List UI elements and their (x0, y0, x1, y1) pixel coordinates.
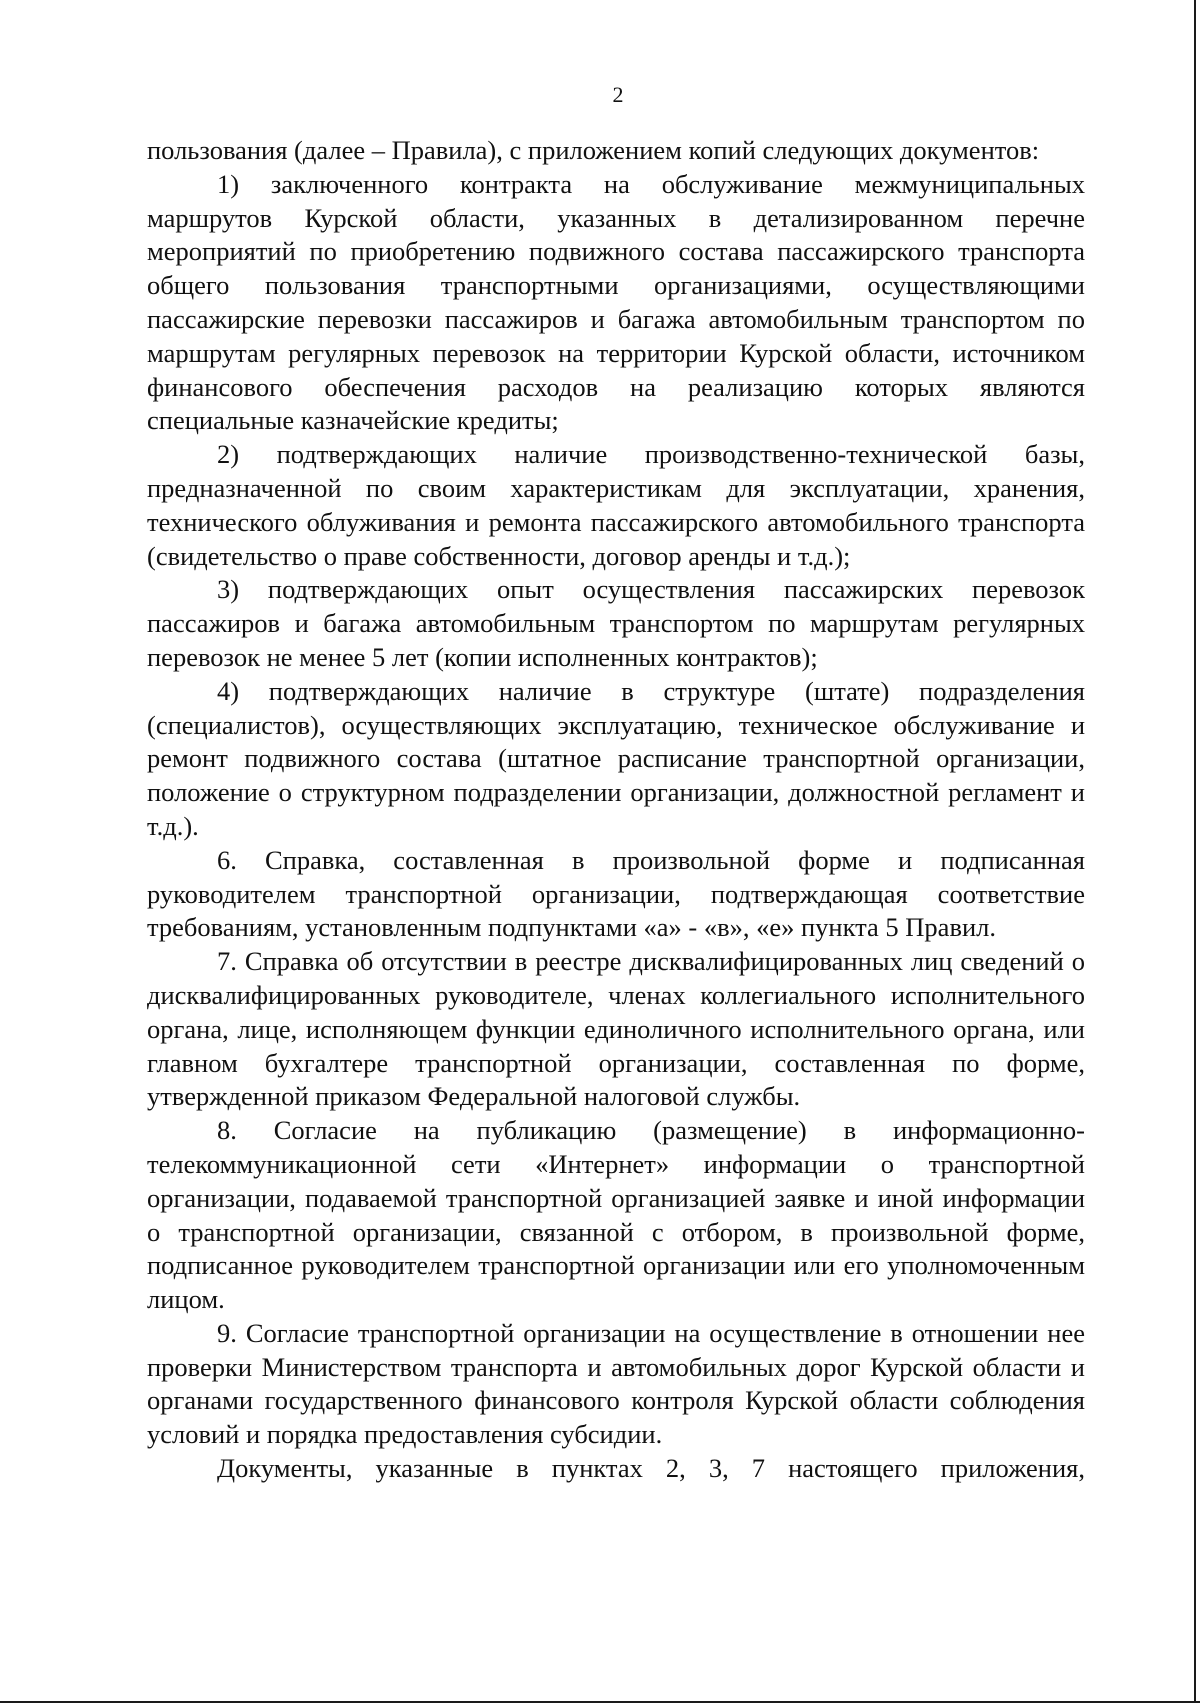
paragraph: 7. Справка об отсутствии в реестре дисквалифицированных лиц сведений о дисквалифицированных руководителе, членах коллегиального исполнительного органа, лице, исполняющем функции единоличного исполнительного органа, или главном бухгалтере транспортной организации, составленная по форме, утвержденной приказом Федеральной налоговой службы. (147, 946, 1085, 1112)
paragraph: 4) подтверждающих наличие в структуре (штате) подразделения (специалистов), осуществляющих эксплуатацию, техническое обслуживание и ремонт подвижного состава (штатное расписание транспортной организации, положение о структурном подразделении организации, должностной регламент и т.д.). (147, 675, 1085, 841)
paragraph: 2) подтверждающих наличие производственно-технической базы, предназначенной по своим характеристикам для эксплуатации, хранения, технического облуживания и ремонта пассажирского автомобильного транспорта (свидетельство о праве собственности, договор аренды и т.д.); (147, 439, 1085, 571)
document-body (147, 134, 1085, 1486)
paragraph: 8. Согласие на публикацию (размещение) в информационно-телекоммуникационной сети «Интернет» информации о транспортной организации, подаваемой транспортной организацией заявке и иной информации о транспортной организации, связанной с отбором, в произвольной форме, подписанное руководителем транспортной организации или его уполномоченным лицом. (147, 1115, 1085, 1315)
paragraph: пользования (далее – Правила), с приложением копий следующих документов: (147, 135, 1040, 165)
scan-edge-right (1194, 0, 1196, 1703)
page-number: 2 (612, 82, 624, 107)
paragraph: Документы, указанные в пунктах 2, 3, 7 настоящего приложения, (217, 1453, 1085, 1484)
paragraph: 9. Согласие транспортной организации на осуществление в отношении нее проверки Министерством транспорта и автомобильных дорог Курской области и органами государственного финансового контроля Курской области соблюдения условий и порядка предоставления субсидии. (147, 1317, 1085, 1450)
paragraph: 6. Справка, составленная в произвольной форме и подписанная руководителем транспортной организации, подтверждающая соответствие требованиям, установленным подпунктами «а» - «в», «е» пункта 5 Правил. (147, 844, 1085, 943)
paragraph: 1) заключенного контракта на обслуживание межмуниципальных маршрутов Курской области, указанных в детализированном перечне мероприятий по приобретению подвижного состава пассажирского транспорта общего пользования транспортными организациями, осуществляющими пассажирские перевозки пассажиров и багажа автомобильным транспортом по маршрутам регулярных перевозок на территории Курской области, источником финансового обеспечения расходов на реализацию которых являются специальные казначейские кредиты; (147, 168, 1085, 436)
paragraph: 3) подтверждающих опыт осуществления пассажирских перевозок пассажиров и багажа автомобильным транспортом по маршрутам регулярных перевозок не менее 5 лет (копии исполненных контрактов); (147, 574, 1085, 672)
